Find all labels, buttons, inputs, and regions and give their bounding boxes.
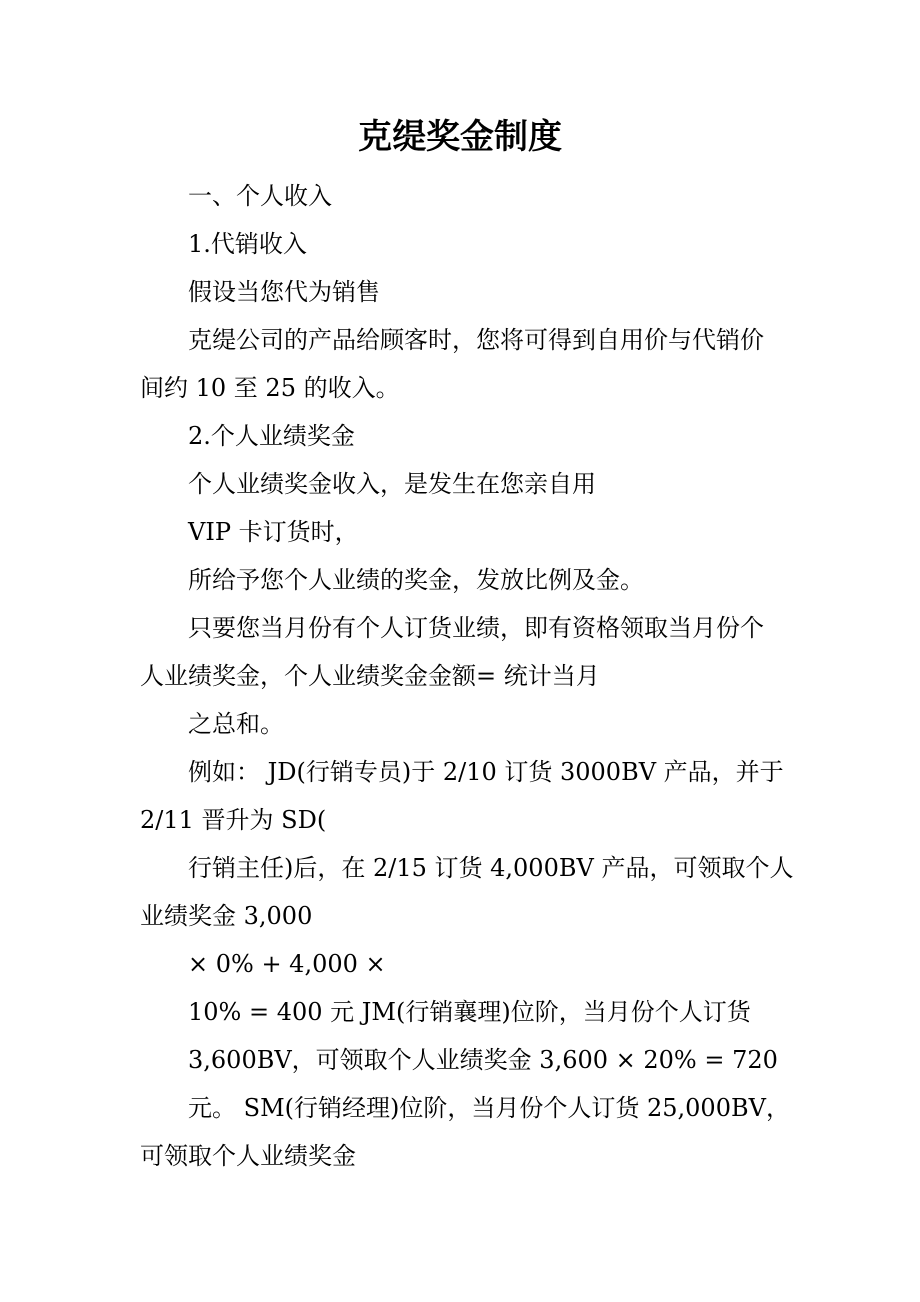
text-line: VIP 卡订货时， [188, 518, 359, 546]
text-line: 只要您当月份有个人订货业绩，即有资格领取当月份个 [188, 614, 764, 642]
text-line: 业绩奖金 3,000 [140, 902, 313, 930]
text-line: 2/11 晋升为 SD( [140, 806, 327, 834]
text-line: 间约 10 至 25 的收入。 [140, 374, 400, 402]
document-title: 克缇奖金制度 [358, 117, 562, 157]
text-line: 1.代销收入 [188, 230, 307, 258]
text-line: 行销主任)后，在 2/15 订货 4,000BV 产品，可领取个人 [188, 854, 794, 882]
text-line: 3,600BV，可领取个人业绩奖金 3,600 × 20% = 720 [188, 1046, 778, 1074]
text-line: × 0% + 4,000 × [188, 950, 386, 978]
text-line: 所给予您个人业绩的奖金，发放比例及金。 [188, 566, 644, 594]
text-line: 个人业绩奖金收入，是发生在您亲自用 [188, 470, 596, 498]
text-line: 克缇公司的产品给顾客时，您将可得到自用价与代销价 [188, 326, 764, 354]
text-line: 之总和。 [188, 710, 284, 738]
text-line: 一、个人收入 [188, 182, 332, 210]
text-line: 假设当您代为销售 [188, 278, 380, 306]
text-line: 人业绩奖金，个人业绩奖金金额= 统计当月 [140, 662, 600, 690]
text-line: 例如： JD(行销专员)于 2/10 订货 3000BV 产品，并于 [188, 758, 784, 786]
text-line: 可领取个人业绩奖金 [140, 1142, 356, 1170]
text-line: 元。 SM(行销经理)位阶，当月份个人订货 25,000BV， [188, 1094, 790, 1122]
text-line: 10% = 400 元 JM(行销襄理)位阶，当月份个人订货 [188, 998, 751, 1026]
text-line: 2.个人业绩奖金 [188, 422, 355, 450]
